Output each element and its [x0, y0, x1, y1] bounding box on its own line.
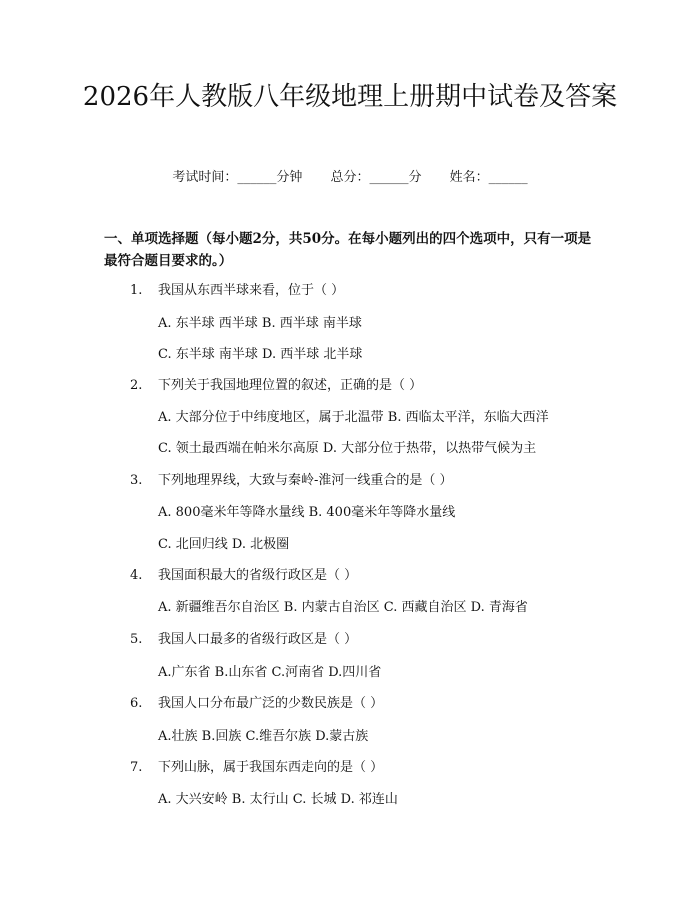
question-5 [130, 630, 357, 650]
question-5-options-row-1: A.广东省 B.山东省 C.河南省 D.四川省 [158, 665, 382, 680]
question-2-options-row-1: A. 大部分位于中纬度地区，属于北温带 B. 西临太平洋，东临大西洋 [158, 410, 549, 425]
question-text: 我国面积最大的省级行政区是（ ） [158, 568, 358, 583]
question-3-options-row-1: A. 800毫米年等降水量线 B. 400毫米年等降水量线 [158, 505, 456, 520]
question-text: 下列地理界线，大致与秦岭-淮河一线重合的是（ ） [158, 473, 453, 488]
question-1-options-row-2: C. 东半球 南半球 D. 西半球 北半球 [158, 347, 363, 362]
question-6 [130, 694, 383, 714]
exam-time: 考试时间：______分钟 [172, 170, 303, 185]
question-1-options-row-1: A. 东半球 西半球 B. 西半球 南半球 [158, 316, 362, 331]
question-number: 6. [130, 696, 143, 711]
question-number: 4. [130, 568, 143, 583]
question-text: 我国人口分布最广泛的少数民族是（ ） [158, 696, 384, 711]
section-heading: 一、单项选择题（每小题2分，共50分。在每小题列出的四个选项中，只有一项是最符合题目要求的。） [104, 231, 592, 269]
question-text: 下列关于我国地理位置的叙述，正确的是（ ） [158, 378, 423, 393]
question-6-options-row-1: A.壮族 B.回族 C.维吾尔族 D.蒙古族 [158, 729, 369, 744]
question-text: 我国人口最多的省级行政区是（ ） [158, 632, 358, 647]
total-score: 总分：______分 [330, 170, 422, 185]
page-title: 2026年人教版八年级地理上册期中试卷及答案 [82, 82, 618, 112]
question-7 [130, 758, 383, 778]
question-3-options-row-2: C. 北回归线 D. 北极圈 [158, 537, 290, 552]
question-3 [130, 471, 453, 491]
question-1 [130, 281, 344, 301]
question-number: 1. [130, 283, 143, 298]
question-number: 3. [130, 473, 143, 488]
question-text: 我国从东西半球来看，位于（ ） [158, 283, 345, 298]
question-number: 2. [130, 378, 143, 393]
question-2-options-row-2: C. 领土最西端在帕米尔高原 D. 大部分位于热带，以热带气候为主 [158, 441, 537, 456]
question-4-options-row-1: A. 新疆维吾尔自治区 B. 内蒙古自治区 C. 西藏自治区 D. 青海省 [158, 600, 528, 615]
question-4 [130, 566, 357, 586]
question-number: 5. [130, 632, 143, 647]
question-7-options-row-1: A. 大兴安岭 B. 太行山 C. 长城 D. 祁连山 [158, 792, 398, 807]
exam-meta [0, 168, 700, 188]
student-name: 姓名：______ [449, 170, 528, 185]
question-text: 下列山脉，属于我国东西走向的是（ ） [158, 760, 384, 775]
question-2 [130, 376, 422, 396]
question-number: 7. [130, 760, 143, 775]
